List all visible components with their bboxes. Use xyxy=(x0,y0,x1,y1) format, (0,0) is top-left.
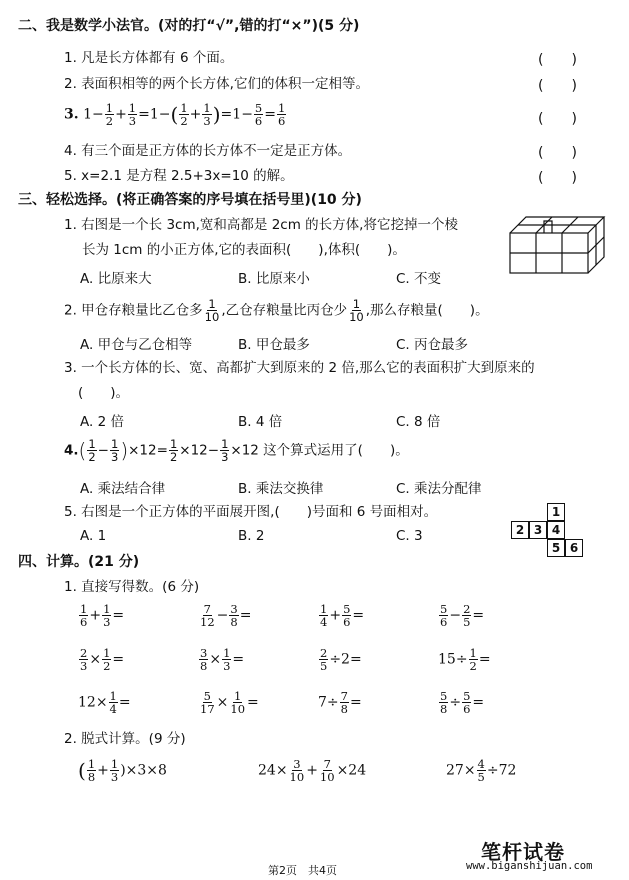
s3-q1-line2: 长为 1cm 的小正方体,它的表面积( ),体积( )。 xyxy=(82,242,406,258)
s2-q5: 5. x=2.1 是方程 2.5+3x=10 的解。 xyxy=(64,168,294,184)
calc-r3c3: 7÷ $\frac{7}{8}$ = xyxy=(318,689,362,716)
s2-q2: 2. 表面积相等的两个长方体,它们的体积一定相等。 xyxy=(64,76,369,92)
s2-q3-op: = xyxy=(220,106,233,123)
section3-title: 三、轻松选择。(将正确答案的序号填在括号里)(10 分) xyxy=(18,192,362,208)
s3-q4 xyxy=(64,438,409,463)
s3-q3-line1: 3. 一个长方体的长、宽、高都扩大到原来的 2 倍,那么它的表面积扩大到原来的 xyxy=(64,360,535,376)
s2-q3-op: + xyxy=(189,106,202,123)
s2-q3-frac1: $\frac{1}{2}$ xyxy=(105,101,114,128)
s2-q3-frac2: $\frac{1}{3}$ xyxy=(128,101,137,128)
s3-q4-number: 4. xyxy=(64,442,79,459)
s3-q1-option-b[interactable]: B. 比原来小 xyxy=(238,271,310,287)
calc-r3c1: 12× $\frac{1}{4}$ = xyxy=(78,689,131,716)
s2-q3-op: − xyxy=(158,106,171,123)
calc-r3c4: $\frac{5}{8}$ ÷ $\frac{5}{6}$ = xyxy=(440,689,485,716)
net-face-3: 3 xyxy=(529,521,547,539)
s3-q4-option-c[interactable]: C. 乘法分配律 xyxy=(396,481,482,497)
s3-q3-line2: ( )。 xyxy=(78,385,130,401)
s3-q4-frac: $\frac{1}{3}$ xyxy=(221,437,229,464)
s3-q2-frac1: $\frac{1}{10}$ xyxy=(204,297,220,324)
s2-q5-answer[interactable]: ( ) xyxy=(538,170,577,186)
s3-q1-option-a[interactable]: A. 比原来大 xyxy=(80,271,152,287)
brand-logo: 笔杆试卷 xyxy=(481,840,565,864)
s2-q3-op: + xyxy=(115,106,127,123)
s3-q4-op: − xyxy=(97,442,109,459)
s3-q2-option-b[interactable]: B. 甲仓最多 xyxy=(238,337,310,353)
net-face-1: 1 xyxy=(547,503,565,521)
s3-q4-frac: $\frac{1}{3}$ xyxy=(110,437,119,464)
s2-q3-frac3: $\frac{1}{2}$ xyxy=(180,101,188,128)
page-number: 第2页 共4页 xyxy=(268,864,337,877)
s3-q1-line1: 1. 右图是一个长 3cm,宽和高都是 2cm 的长方体,将它挖掉一个棱 xyxy=(64,217,458,233)
s3-q5: 5. 右图是一个正方体的平面展开图,( )号面和 6 号面相对。 xyxy=(64,504,438,520)
net-face-4: 4 xyxy=(547,521,565,539)
s3-q4-frac: $\frac{1}{2}$ xyxy=(169,437,178,464)
expr-2: 24× $\frac{3}{10}$ + $\frac{7}{10}$ ×24 xyxy=(258,757,367,784)
s2-q3-one: 1 xyxy=(83,106,92,123)
s3-q2-text: ,那么存粮量( )。 xyxy=(365,302,489,319)
s3-q2-text: 2. 甲仓存粮量比乙仓多 xyxy=(64,302,203,319)
calc-r1c3: $\frac{1}{4}$ + $\frac{5}{6}$ = xyxy=(320,602,365,629)
calc-r2c4: 15÷ $\frac{1}{2}$ = xyxy=(438,646,491,673)
s2-q3-paren: ) xyxy=(212,102,221,127)
s3-q5-option-b[interactable]: B. 2 xyxy=(238,528,265,544)
calc-r2c1: $\frac{2}{3}$ × $\frac{1}{2}$ = xyxy=(80,646,125,673)
s2-q3-answer[interactable]: ( ) xyxy=(538,111,577,127)
s2-q3-op: − xyxy=(92,106,104,123)
s3-q4-text: ×12 这个算式运用了( )。 xyxy=(230,442,409,459)
brand-url: www.biganshijuan.com xyxy=(466,860,593,872)
s3-q5-option-a[interactable]: A. 1 xyxy=(80,528,107,544)
expr-3: 27× $\frac{4}{5}$ ÷72 xyxy=(446,757,517,784)
s3-q4-paren: ( xyxy=(78,438,87,463)
s3-q3-option-b[interactable]: B. 4 倍 xyxy=(238,414,283,430)
s2-q3-one: 1 xyxy=(149,106,159,123)
s3-q2-text: ,乙仓存粮量比丙仓少 xyxy=(221,302,348,319)
s2-q3-frac4: $\frac{1}{3}$ xyxy=(203,101,211,128)
net-face-2: 2 xyxy=(511,521,529,539)
s3-q1-option-c[interactable]: C. 不变 xyxy=(396,271,442,287)
s2-q3-frac5: $\frac{5}{6}$ xyxy=(254,101,263,128)
s4-sub2: 2. 脱式计算。(9 分) xyxy=(64,731,186,747)
s3-q4-option-a[interactable]: A. 乘法结合律 xyxy=(80,481,166,497)
section2-title: 二、我是数学小法官。(对的打“√”,错的打“×”)(5 分) xyxy=(18,18,360,34)
s2-q3 xyxy=(64,102,287,127)
s2-q3-paren: ( xyxy=(170,102,179,127)
s2-q4: 4. 有三个面是正方体的长方体不一定是正方体。 xyxy=(64,143,352,159)
s2-q3-one: 1 xyxy=(232,106,242,123)
expr-1: ( $\frac{1}{8}$ + $\frac{1}{3}$ )×3×8 xyxy=(78,757,167,784)
s3-q4-frac: $\frac{1}{2}$ xyxy=(88,437,96,464)
s2-q3-op: = xyxy=(264,106,276,123)
s3-q4-option-b[interactable]: B. 乘法交换律 xyxy=(238,481,324,497)
cuboid-figure xyxy=(508,213,620,275)
calc-r1c4: $\frac{5}{6}$ − $\frac{2}{5}$ = xyxy=(440,602,485,629)
section4-title: 四、计算。(21 分) xyxy=(18,554,140,570)
s4-sub1: 1. 直接写得数。(6 分) xyxy=(64,579,200,595)
net-face-6: 6 xyxy=(565,539,583,557)
s3-q4-text: ×12= xyxy=(128,442,168,459)
calc-r1c2: $\frac{7}{12}$ − $\frac{3}{8}$ = xyxy=(200,602,252,629)
calc-r2c3: $\frac{2}{5}$ ÷2= xyxy=(320,646,362,673)
s2-q3-op: = xyxy=(138,106,150,123)
s2-q1: 1. 凡是长方体都有 6 个面。 xyxy=(64,50,234,66)
net-face-5: 5 xyxy=(547,539,565,557)
s2-q3-number: 3. xyxy=(64,106,79,123)
s2-q1-answer[interactable]: ( ) xyxy=(538,52,577,68)
s3-q2-frac2: $\frac{1}{10}$ xyxy=(349,297,364,324)
calc-r2c2: $\frac{3}{8}$ × $\frac{1}{3}$ = xyxy=(200,646,245,673)
s2-q2-answer[interactable]: ( ) xyxy=(538,78,577,94)
s3-q3-option-a[interactable]: A. 2 倍 xyxy=(80,414,124,430)
s3-q5-option-c[interactable]: C. 3 xyxy=(396,528,423,544)
s2-q3-frac6: $\frac{1}{6}$ xyxy=(277,101,286,128)
s2-q3-op: − xyxy=(241,106,253,123)
s3-q4-paren: ) xyxy=(120,438,129,463)
s3-q2-option-c[interactable]: C. 丙仓最多 xyxy=(396,337,469,353)
s3-q3-option-c[interactable]: C. 8 倍 xyxy=(396,414,441,430)
calc-r3c2: $\frac{5}{17}$ × $\frac{1}{10}$ = xyxy=(200,689,259,716)
s3-q2 xyxy=(64,298,489,323)
calc-r1c1: $\frac{1}{6}$ + $\frac{1}{3}$ = xyxy=(80,602,125,629)
s3-q4-text: ×12− xyxy=(179,442,220,459)
s2-q4-answer[interactable]: ( ) xyxy=(538,145,577,161)
s3-q2-option-a[interactable]: A. 甲仓与乙仓相等 xyxy=(80,337,193,353)
